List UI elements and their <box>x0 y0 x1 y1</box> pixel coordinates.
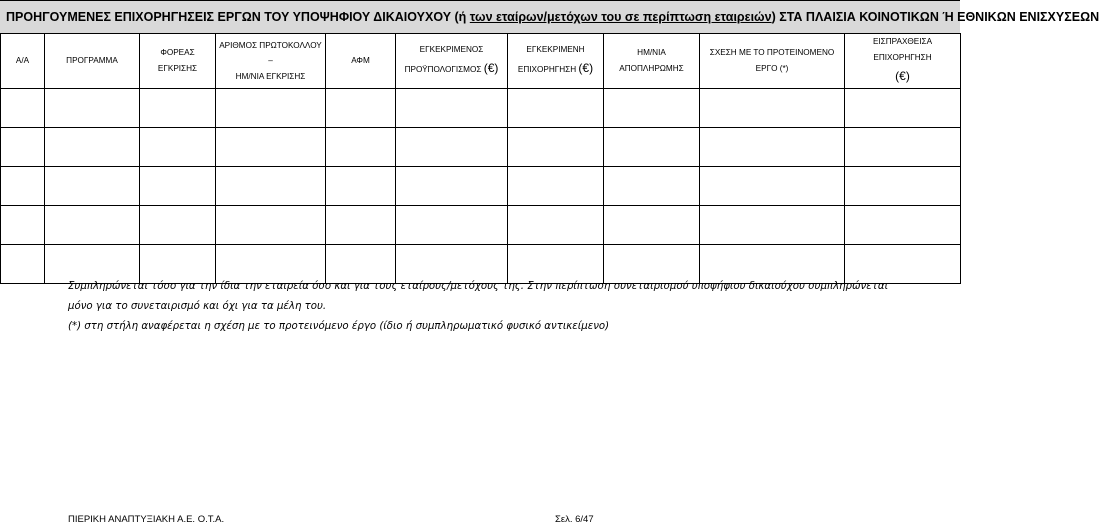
table-cell[interactable] <box>700 166 845 205</box>
table-cell[interactable] <box>140 127 216 166</box>
table-cell[interactable] <box>700 205 845 244</box>
table-cell[interactable] <box>845 88 961 127</box>
col-program: ΠΡΟΓΡΑΜΜΑ <box>45 34 140 89</box>
footer-page-number: Σελ. 6/47 <box>555 514 594 525</box>
table-cell[interactable] <box>508 127 604 166</box>
note-line-3: (*) στη στήλη αναφέρεται η σχέση με το προτεινόμενο έργο (ίδιο ή συμπληρωματικό φυσικό αντικείμενο) <box>68 321 610 332</box>
table-row <box>1 127 961 166</box>
table-cell[interactable] <box>1 244 45 283</box>
table-cell[interactable] <box>326 88 396 127</box>
table-cell[interactable] <box>1 166 45 205</box>
table-row <box>1 88 961 127</box>
table-cell[interactable] <box>216 88 326 127</box>
table-row <box>1 166 961 205</box>
table-cell[interactable] <box>604 205 700 244</box>
col-relation: ΣΧΕΣΗ ΜΕ ΤΟ ΠΡΟΤΕΙΝΟΜΕΝΟ ΕΡΓΟ (*) <box>700 34 845 89</box>
title-part2: ) ΣΤΑ ΠΛΑΙΣΙΑ ΚΟΙΝΟΤΙΚΩΝ Ή ΕΘΝΙΚΩΝ ΕΝΙΣΧΥΣΕΩΝ <box>771 10 1099 24</box>
table-cell[interactable] <box>45 205 140 244</box>
note-line-1: Συμπληρώνεται τόσο για την ίδια την εταιρεία όσο και για τους εταίρους/μετόχους της. Στην περίπτωση συνεταιρισμού υποψήφιου δικαιούχου συμπληρώνεται <box>68 281 889 292</box>
col-aa: Α/Α <box>1 34 45 89</box>
table-cell[interactable] <box>508 166 604 205</box>
table-row <box>1 205 961 244</box>
table-cell[interactable] <box>700 127 845 166</box>
table-cell[interactable] <box>396 127 508 166</box>
col-protocol-number: ΑΡΙΘΜΟΣ ΠΡΩΤΟΚΟΛΛΟΥ – ΗΜ/ΝΙΑ ΕΓΚΡΙΣΗΣ <box>216 34 326 89</box>
table-cell[interactable] <box>396 166 508 205</box>
previous-grants-table <box>0 33 961 284</box>
table-cell[interactable] <box>508 88 604 127</box>
col-approved-grant: ΕΓΚΕΚΡΙΜΕΝΗ ΕΠΙΧΟΡΗΓΗΣΗ (€) <box>508 34 604 89</box>
table-cell[interactable] <box>508 205 604 244</box>
table-cell[interactable] <box>845 205 961 244</box>
table-cell[interactable] <box>45 127 140 166</box>
table-cell[interactable] <box>326 205 396 244</box>
table-cell[interactable] <box>604 88 700 127</box>
table-cell[interactable] <box>140 166 216 205</box>
table-cell[interactable] <box>1 127 45 166</box>
table-cell[interactable] <box>216 166 326 205</box>
table-cell[interactable] <box>396 205 508 244</box>
table-cell[interactable] <box>216 127 326 166</box>
table-cell[interactable] <box>1 88 45 127</box>
table-cell[interactable] <box>604 127 700 166</box>
title-part1: ΠΡΟΗΓΟΥΜΕΝΕΣ ΕΠΙΧΟΡΗΓΗΣΕΙΣ ΕΡΓΩΝ ΤΟΥ ΥΠΟΨΗΦΙΟΥ ΔΙΚΑΙΟΥΧΟΥ (ή <box>6 10 470 24</box>
footer-organization: ΠΙΕΡΙΚΗ ΑΝΑΠΤΥΞΙΑΚΗ Α.Ε. Ο.Τ.Α. <box>68 514 225 525</box>
table-cell[interactable] <box>396 88 508 127</box>
table-cell[interactable] <box>700 88 845 127</box>
col-collected-grant: ΕΙΣΠΡΑΧΘΕΙΣΑ ΕΠΙΧΟΡΗΓΗΣΗ (€) <box>845 34 961 89</box>
table-cell[interactable] <box>326 166 396 205</box>
table-cell[interactable] <box>1 205 45 244</box>
table-header-row <box>1 34 961 89</box>
table-cell[interactable] <box>140 205 216 244</box>
title-underlined: των εταίρων/μετόχων του σε περίπτωση εταιρειών <box>469 10 772 24</box>
notes <box>68 277 948 337</box>
col-afm: ΑΦΜ <box>326 34 396 89</box>
table-cell[interactable] <box>845 166 961 205</box>
table-cell[interactable] <box>140 88 216 127</box>
table-cell[interactable] <box>604 166 700 205</box>
col-approval-body: ΦΟΡΕΑΣ ΕΓΚΡΙΣΗΣ <box>140 34 216 89</box>
col-payment-date: ΗΜ/ΝΙΑ ΑΠΟΠΛΗΡΩΜΗΣ <box>604 34 700 89</box>
table-cell[interactable] <box>845 127 961 166</box>
col-approved-budget: ΕΓΚΕΚΡΙΜΕΝΟΣ ΠΡΟΫΠΟΛΟΓΙΣΜΟΣ (€) <box>396 34 508 89</box>
table-cell[interactable] <box>45 88 140 127</box>
note-line-2: μόνο για το συνεταιρισμό και όχι για τα μέλη του. <box>68 301 327 312</box>
table-cell[interactable] <box>326 127 396 166</box>
table-cell[interactable] <box>216 205 326 244</box>
page-title <box>0 0 1099 34</box>
table-cell[interactable] <box>45 166 140 205</box>
